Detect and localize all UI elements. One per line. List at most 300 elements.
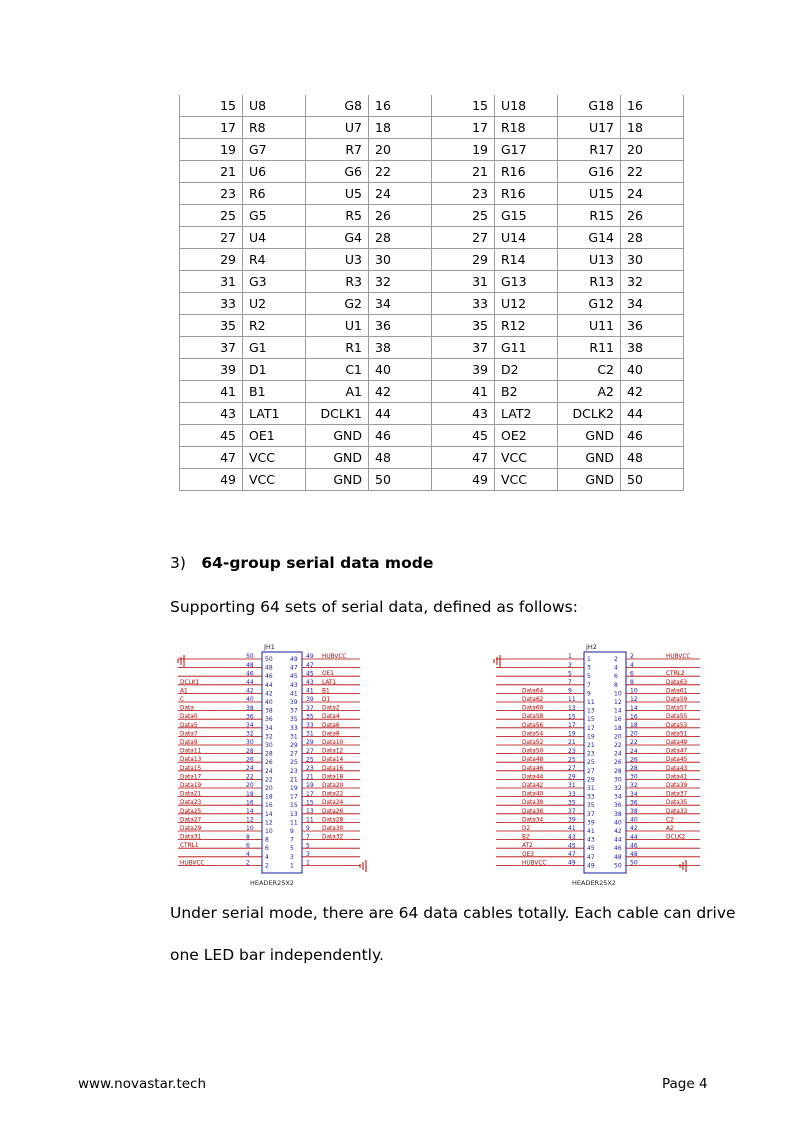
pin-number: 28 xyxy=(265,750,273,758)
pin-number: 15 xyxy=(587,716,595,724)
table-cell: U14 xyxy=(495,227,558,249)
table-cell: 36 xyxy=(369,315,432,337)
table-cell: R18 xyxy=(495,117,558,139)
net-label: Data8 xyxy=(322,731,340,738)
net-label: Data16 xyxy=(322,765,344,772)
table-cell: 33 xyxy=(432,293,495,315)
net-label: Data58 xyxy=(522,714,544,721)
table-cell: 28 xyxy=(369,227,432,249)
table-cell: 30 xyxy=(369,249,432,271)
table-cell: U2 xyxy=(243,293,306,315)
net-label: Data54 xyxy=(522,731,544,738)
pin-number: 38 xyxy=(630,808,638,815)
table-row xyxy=(180,161,684,183)
table-cell: 49 xyxy=(432,469,495,491)
table-cell: OE1 xyxy=(243,425,306,447)
pin-number: 4 xyxy=(614,664,618,672)
pin-number: 17 xyxy=(587,724,595,732)
table-row xyxy=(180,469,684,491)
table-cell: 18 xyxy=(369,117,432,139)
table-cell: R15 xyxy=(558,205,621,227)
pin-number: 34 xyxy=(246,722,254,729)
table-cell: VCC xyxy=(495,447,558,469)
table-row xyxy=(180,359,684,381)
pin-number: 10 xyxy=(265,828,273,835)
table-cell: 48 xyxy=(369,447,432,469)
pin-number: 1 xyxy=(587,656,591,663)
pin-number: 37 xyxy=(290,707,298,715)
net-label: Data6 xyxy=(322,722,340,729)
table-cell: VCC xyxy=(495,469,558,491)
pin-number: 9 xyxy=(587,690,591,698)
net-label: Data55 xyxy=(666,714,688,721)
pin-number: 41 xyxy=(568,825,576,833)
table-cell: R14 xyxy=(495,249,558,271)
net-label: Data46 xyxy=(522,765,544,772)
pin-number: 8 xyxy=(630,679,634,686)
pin-number: 48 xyxy=(246,661,254,669)
table-cell: A2 xyxy=(558,381,621,403)
table-cell: G4 xyxy=(306,227,369,249)
pin-number: 50 xyxy=(614,862,622,870)
table-cell: 35 xyxy=(432,315,495,337)
pin-number: 9 xyxy=(290,828,294,835)
intro-paragraph: Supporting 64 sets of serial data, defined as follows: xyxy=(170,598,578,616)
table-cell: B1 xyxy=(243,381,306,403)
pin-number: 14 xyxy=(246,808,254,815)
table-cell: GND xyxy=(558,447,621,469)
table-cell: 38 xyxy=(369,337,432,359)
table-cell: 29 xyxy=(180,249,243,271)
pin-number: 19 xyxy=(587,733,595,741)
pin-number: 18 xyxy=(630,722,638,729)
table-cell: 45 xyxy=(180,425,243,447)
pin-number: 12 xyxy=(614,699,622,706)
pin-number: 18 xyxy=(265,793,273,801)
pin-number: 32 xyxy=(614,785,622,792)
net-label: Data45 xyxy=(666,757,688,764)
footer-page-number: Page 4 xyxy=(662,1076,708,1092)
pin-number: 46 xyxy=(614,845,622,853)
pin-number: 49 xyxy=(568,859,576,867)
table-cell: 17 xyxy=(180,117,243,139)
pin-number: 39 xyxy=(306,696,314,704)
note-line-2: one LED bar independently. xyxy=(170,946,384,964)
net-label: Data9 xyxy=(180,740,198,746)
pin-number: 31 xyxy=(587,785,595,792)
table-cell: 24 xyxy=(369,183,432,205)
table-cell: R5 xyxy=(306,205,369,227)
pin-number: 49 xyxy=(306,653,314,661)
pin-number: 35 xyxy=(568,799,576,807)
pin-number: 10 xyxy=(246,825,254,833)
pin-number: 19 xyxy=(568,730,576,738)
table-cell: U18 xyxy=(495,95,558,117)
pin-number: 17 xyxy=(290,793,298,801)
net-label: Data23 xyxy=(180,800,202,807)
pin-number: 14 xyxy=(265,810,273,818)
table-cell: 30 xyxy=(621,249,684,271)
table-cell: GND xyxy=(558,425,621,447)
table-cell: G13 xyxy=(495,271,558,293)
pin-number: 45 xyxy=(587,845,595,853)
pin-number: 40 xyxy=(265,699,273,706)
pin-number: 19 xyxy=(306,782,314,790)
table-cell: 16 xyxy=(621,95,684,117)
table-cell: 33 xyxy=(180,293,243,315)
pin-number: 11 xyxy=(568,696,576,704)
net-label: Data57 xyxy=(666,705,688,712)
pin-number: 38 xyxy=(246,704,254,712)
table-cell: 25 xyxy=(180,205,243,227)
pin-number: 44 xyxy=(614,836,622,844)
table-row xyxy=(180,447,684,469)
pin-number: 16 xyxy=(265,802,273,810)
table-row xyxy=(180,337,684,359)
pin-number: 12 xyxy=(630,696,638,704)
pin-number: 38 xyxy=(265,707,273,715)
net-label: Data22 xyxy=(322,791,344,798)
pin-number: 44 xyxy=(630,833,638,841)
table-cell: 50 xyxy=(369,469,432,491)
net-label: Data0 xyxy=(180,714,198,721)
net-label: HUBVCC xyxy=(322,654,347,660)
table-cell: C2 xyxy=(558,359,621,381)
table-row xyxy=(180,293,684,315)
pin-number: 7 xyxy=(568,679,572,686)
table-cell: 42 xyxy=(369,381,432,403)
table-cell: 19 xyxy=(180,139,243,161)
table-cell: LAT1 xyxy=(243,403,306,425)
pin-number: 6 xyxy=(246,842,250,850)
table-cell: 37 xyxy=(180,337,243,359)
pin-number: 27 xyxy=(587,767,595,775)
pin-number: 7 xyxy=(290,836,294,844)
pin-number: 33 xyxy=(290,724,298,732)
table-cell: GND xyxy=(306,469,369,491)
table-cell: G2 xyxy=(306,293,369,315)
pin-number: 48 xyxy=(265,664,273,672)
pin-number: 21 xyxy=(306,773,314,781)
pin-number: 14 xyxy=(630,704,638,712)
table-cell: 20 xyxy=(621,139,684,161)
pin-number: 20 xyxy=(265,785,273,792)
pin-number: 22 xyxy=(265,776,273,784)
pin-number: 11 xyxy=(290,819,298,827)
table-cell: 34 xyxy=(369,293,432,315)
pin-number: 40 xyxy=(246,696,254,704)
pin-number: 39 xyxy=(290,699,298,706)
net-label: DCLK1 xyxy=(180,679,200,686)
pin-number: 36 xyxy=(630,799,638,807)
pin-number: 34 xyxy=(630,790,638,798)
header-part: HEADER25X2 xyxy=(250,879,294,887)
pin-number: 29 xyxy=(587,776,595,784)
section-number: 3) xyxy=(170,554,186,572)
pin-number: 31 xyxy=(290,733,298,741)
net-label: D1 xyxy=(322,697,331,703)
pin-number: 29 xyxy=(568,773,576,781)
pin-number: 6 xyxy=(265,845,269,853)
pin-number: 32 xyxy=(630,782,638,790)
pin-number: 45 xyxy=(290,673,298,681)
table-cell: 42 xyxy=(621,381,684,403)
table-cell: GND xyxy=(558,469,621,491)
pin-number: 5 xyxy=(290,845,294,853)
pin-number: 16 xyxy=(630,713,638,721)
table-cell: R6 xyxy=(243,183,306,205)
pin-number: 34 xyxy=(614,793,622,801)
pin-number: 17 xyxy=(306,790,314,798)
pin-number: 2 xyxy=(265,862,269,870)
pin-number: 21 xyxy=(290,776,298,784)
table-row xyxy=(180,271,684,293)
pin-number: 42 xyxy=(614,828,622,835)
pin-number: 4 xyxy=(246,851,250,858)
header-ref: JH2 xyxy=(586,643,597,651)
pin-number: 3 xyxy=(568,661,572,669)
pin-number: 2 xyxy=(246,859,250,867)
pin-number: 39 xyxy=(587,819,595,827)
table-cell: 49 xyxy=(180,469,243,491)
table-row xyxy=(180,315,684,337)
pin-number: 27 xyxy=(306,747,314,755)
table-cell: R11 xyxy=(558,337,621,359)
pin-number: 40 xyxy=(630,816,638,824)
net-label: Data43 xyxy=(666,765,688,772)
pin-number: 42 xyxy=(265,690,273,698)
schematic-jh1 xyxy=(170,638,392,887)
net-label: Data27 xyxy=(180,817,202,824)
table-cell: 41 xyxy=(180,381,243,403)
pin-number: 12 xyxy=(265,819,273,827)
net-label: AT2 xyxy=(522,843,533,850)
table-cell: 31 xyxy=(432,271,495,293)
table-cell: G7 xyxy=(243,139,306,161)
table-cell: 23 xyxy=(432,183,495,205)
pin-number: 20 xyxy=(246,782,254,790)
table-cell: 21 xyxy=(180,161,243,183)
table-cell: R16 xyxy=(495,183,558,205)
table-cell: 24 xyxy=(621,183,684,205)
table-cell: G11 xyxy=(495,337,558,359)
table-cell: R13 xyxy=(558,271,621,293)
pin-number: 3 xyxy=(587,664,591,672)
pin-number: 20 xyxy=(614,733,622,741)
pin-number: 28 xyxy=(614,767,622,775)
net-label: LAT1 xyxy=(322,679,337,686)
pin-number: 39 xyxy=(568,816,576,824)
table-cell: 43 xyxy=(180,403,243,425)
schematic-jh2 xyxy=(488,638,720,887)
table-row xyxy=(180,227,684,249)
pin-number: 26 xyxy=(614,759,622,767)
pin-number: 43 xyxy=(587,836,595,844)
pin-number: 30 xyxy=(265,742,273,749)
net-label: Data59 xyxy=(666,697,688,703)
net-label: Data40 xyxy=(522,791,544,798)
pin-number: 23 xyxy=(306,765,314,772)
net-label: Data7 xyxy=(180,731,198,738)
table-cell: R17 xyxy=(558,139,621,161)
net-label: Data24 xyxy=(322,800,344,807)
net-label: Data52 xyxy=(522,740,544,746)
table-cell: R7 xyxy=(306,139,369,161)
pin-number: 35 xyxy=(587,802,595,810)
header-part: HEADER25X2 xyxy=(572,879,616,887)
pin-number: 50 xyxy=(265,656,273,663)
pin-table xyxy=(179,95,684,491)
table-cell: 15 xyxy=(180,95,243,117)
pin-number: 9 xyxy=(568,687,572,695)
table-cell: 38 xyxy=(621,337,684,359)
net-label: Data10 xyxy=(322,740,344,746)
pin-number: 36 xyxy=(246,713,254,721)
table-cell: 35 xyxy=(180,315,243,337)
footer-url[interactable]: www.novastar.tech xyxy=(78,1076,207,1092)
table-cell: 21 xyxy=(432,161,495,183)
pin-number: 35 xyxy=(290,716,298,724)
pin-number: 32 xyxy=(265,733,273,741)
net-label: HUBVCC xyxy=(522,860,547,867)
pin-number: 2 xyxy=(614,656,618,663)
pin-number: 35 xyxy=(306,713,314,721)
pin-number: 22 xyxy=(246,773,254,781)
pin-number: 5 xyxy=(306,842,310,850)
pin-number: 12 xyxy=(246,816,254,824)
table-cell: G1 xyxy=(243,337,306,359)
table-cell: 27 xyxy=(432,227,495,249)
pin-number: 25 xyxy=(587,759,595,767)
table-cell: U11 xyxy=(558,315,621,337)
pin-number: 49 xyxy=(290,656,298,663)
table-cell: 37 xyxy=(432,337,495,359)
net-label: Data38 xyxy=(522,800,544,807)
net-label: B1 xyxy=(322,688,330,695)
pin-number: 26 xyxy=(246,756,254,764)
pin-number: 21 xyxy=(587,742,595,749)
pin-number: 47 xyxy=(306,661,314,669)
pin-number: 11 xyxy=(587,699,595,706)
net-label: Data14 xyxy=(322,757,344,764)
table-cell: G6 xyxy=(306,161,369,183)
table-cell: 22 xyxy=(369,161,432,183)
net-label: Data53 xyxy=(666,722,688,729)
net-label: Data26 xyxy=(322,808,344,815)
table-cell: U17 xyxy=(558,117,621,139)
pin-number: 24 xyxy=(265,767,273,775)
pin-number: 33 xyxy=(587,793,595,801)
pin-number: 31 xyxy=(568,782,576,790)
note-line-1: Under serial mode, there are 64 data cables totally. Each cable can drive xyxy=(170,904,736,922)
table-cell: 17 xyxy=(432,117,495,139)
table-cell: 25 xyxy=(432,205,495,227)
net-label: Data33 xyxy=(666,808,688,815)
table-cell: G17 xyxy=(495,139,558,161)
net-label: Data30 xyxy=(322,826,344,832)
net-label: Data35 xyxy=(666,800,688,807)
pin-number: 2 xyxy=(630,653,634,661)
table-cell: C1 xyxy=(306,359,369,381)
net-label: D2 xyxy=(522,826,531,832)
table-cell: 39 xyxy=(432,359,495,381)
pin-number: 25 xyxy=(306,756,314,764)
pin-number: 41 xyxy=(306,687,314,695)
net-label: HUBVCC xyxy=(666,654,691,660)
pin-number: 27 xyxy=(290,750,298,758)
table-cell: 22 xyxy=(621,161,684,183)
table-cell: 31 xyxy=(180,271,243,293)
pin-number: 30 xyxy=(246,739,254,747)
pin-number: 23 xyxy=(587,750,595,758)
table-cell: G8 xyxy=(306,95,369,117)
table-cell: DCLK1 xyxy=(306,403,369,425)
net-label: Data18 xyxy=(322,774,344,781)
table-cell: U3 xyxy=(306,249,369,271)
pin-number: 14 xyxy=(614,707,622,715)
pin-number: 18 xyxy=(246,790,254,798)
pin-number: 44 xyxy=(265,681,273,689)
pin-number: 21 xyxy=(568,739,576,747)
net-label: Data12 xyxy=(322,748,344,755)
table-cell: R16 xyxy=(495,161,558,183)
table-cell: 44 xyxy=(369,403,432,425)
net-label: Data60 xyxy=(522,705,544,712)
net-label: Data37 xyxy=(666,791,688,798)
pin-number: 48 xyxy=(630,851,638,858)
table-cell: U8 xyxy=(243,95,306,117)
table-cell: 47 xyxy=(432,447,495,469)
table-cell: G15 xyxy=(495,205,558,227)
net-label: Data19 xyxy=(180,783,202,789)
table-cell: 32 xyxy=(369,271,432,293)
table-row xyxy=(180,249,684,271)
table-cell: G3 xyxy=(243,271,306,293)
net-label: Data49 xyxy=(666,740,688,746)
pin-number: 37 xyxy=(587,810,595,818)
pin-number: 1 xyxy=(568,653,572,661)
table-cell: 50 xyxy=(621,469,684,491)
table-row xyxy=(180,205,684,227)
pin-number: 43 xyxy=(568,833,576,841)
pin-number: 26 xyxy=(265,759,273,767)
table-cell: LAT2 xyxy=(495,403,558,425)
net-label: Data42 xyxy=(522,783,544,789)
pin-number: 32 xyxy=(246,730,254,738)
pin-number: 22 xyxy=(614,742,622,749)
pin-number: 29 xyxy=(290,742,298,749)
pin-number: 13 xyxy=(587,707,595,715)
pin-number: 1 xyxy=(306,859,310,867)
table-cell: R4 xyxy=(243,249,306,271)
table-cell: GND xyxy=(306,447,369,469)
pin-table-body xyxy=(180,95,684,491)
net-label: A2 xyxy=(666,826,674,832)
pin-number: 16 xyxy=(614,716,622,724)
pin-number: 37 xyxy=(568,808,576,815)
pin-number: 45 xyxy=(568,842,576,850)
table-cell: 15 xyxy=(432,95,495,117)
pin-number: 49 xyxy=(587,862,595,870)
pin-number: 6 xyxy=(614,673,618,681)
table-cell: 45 xyxy=(432,425,495,447)
net-label: Data51 xyxy=(666,731,688,738)
pin-number: 7 xyxy=(306,833,310,841)
table-row xyxy=(180,425,684,447)
pin-number: 47 xyxy=(587,853,595,861)
table-cell: 28 xyxy=(621,227,684,249)
table-cell: D2 xyxy=(495,359,558,381)
